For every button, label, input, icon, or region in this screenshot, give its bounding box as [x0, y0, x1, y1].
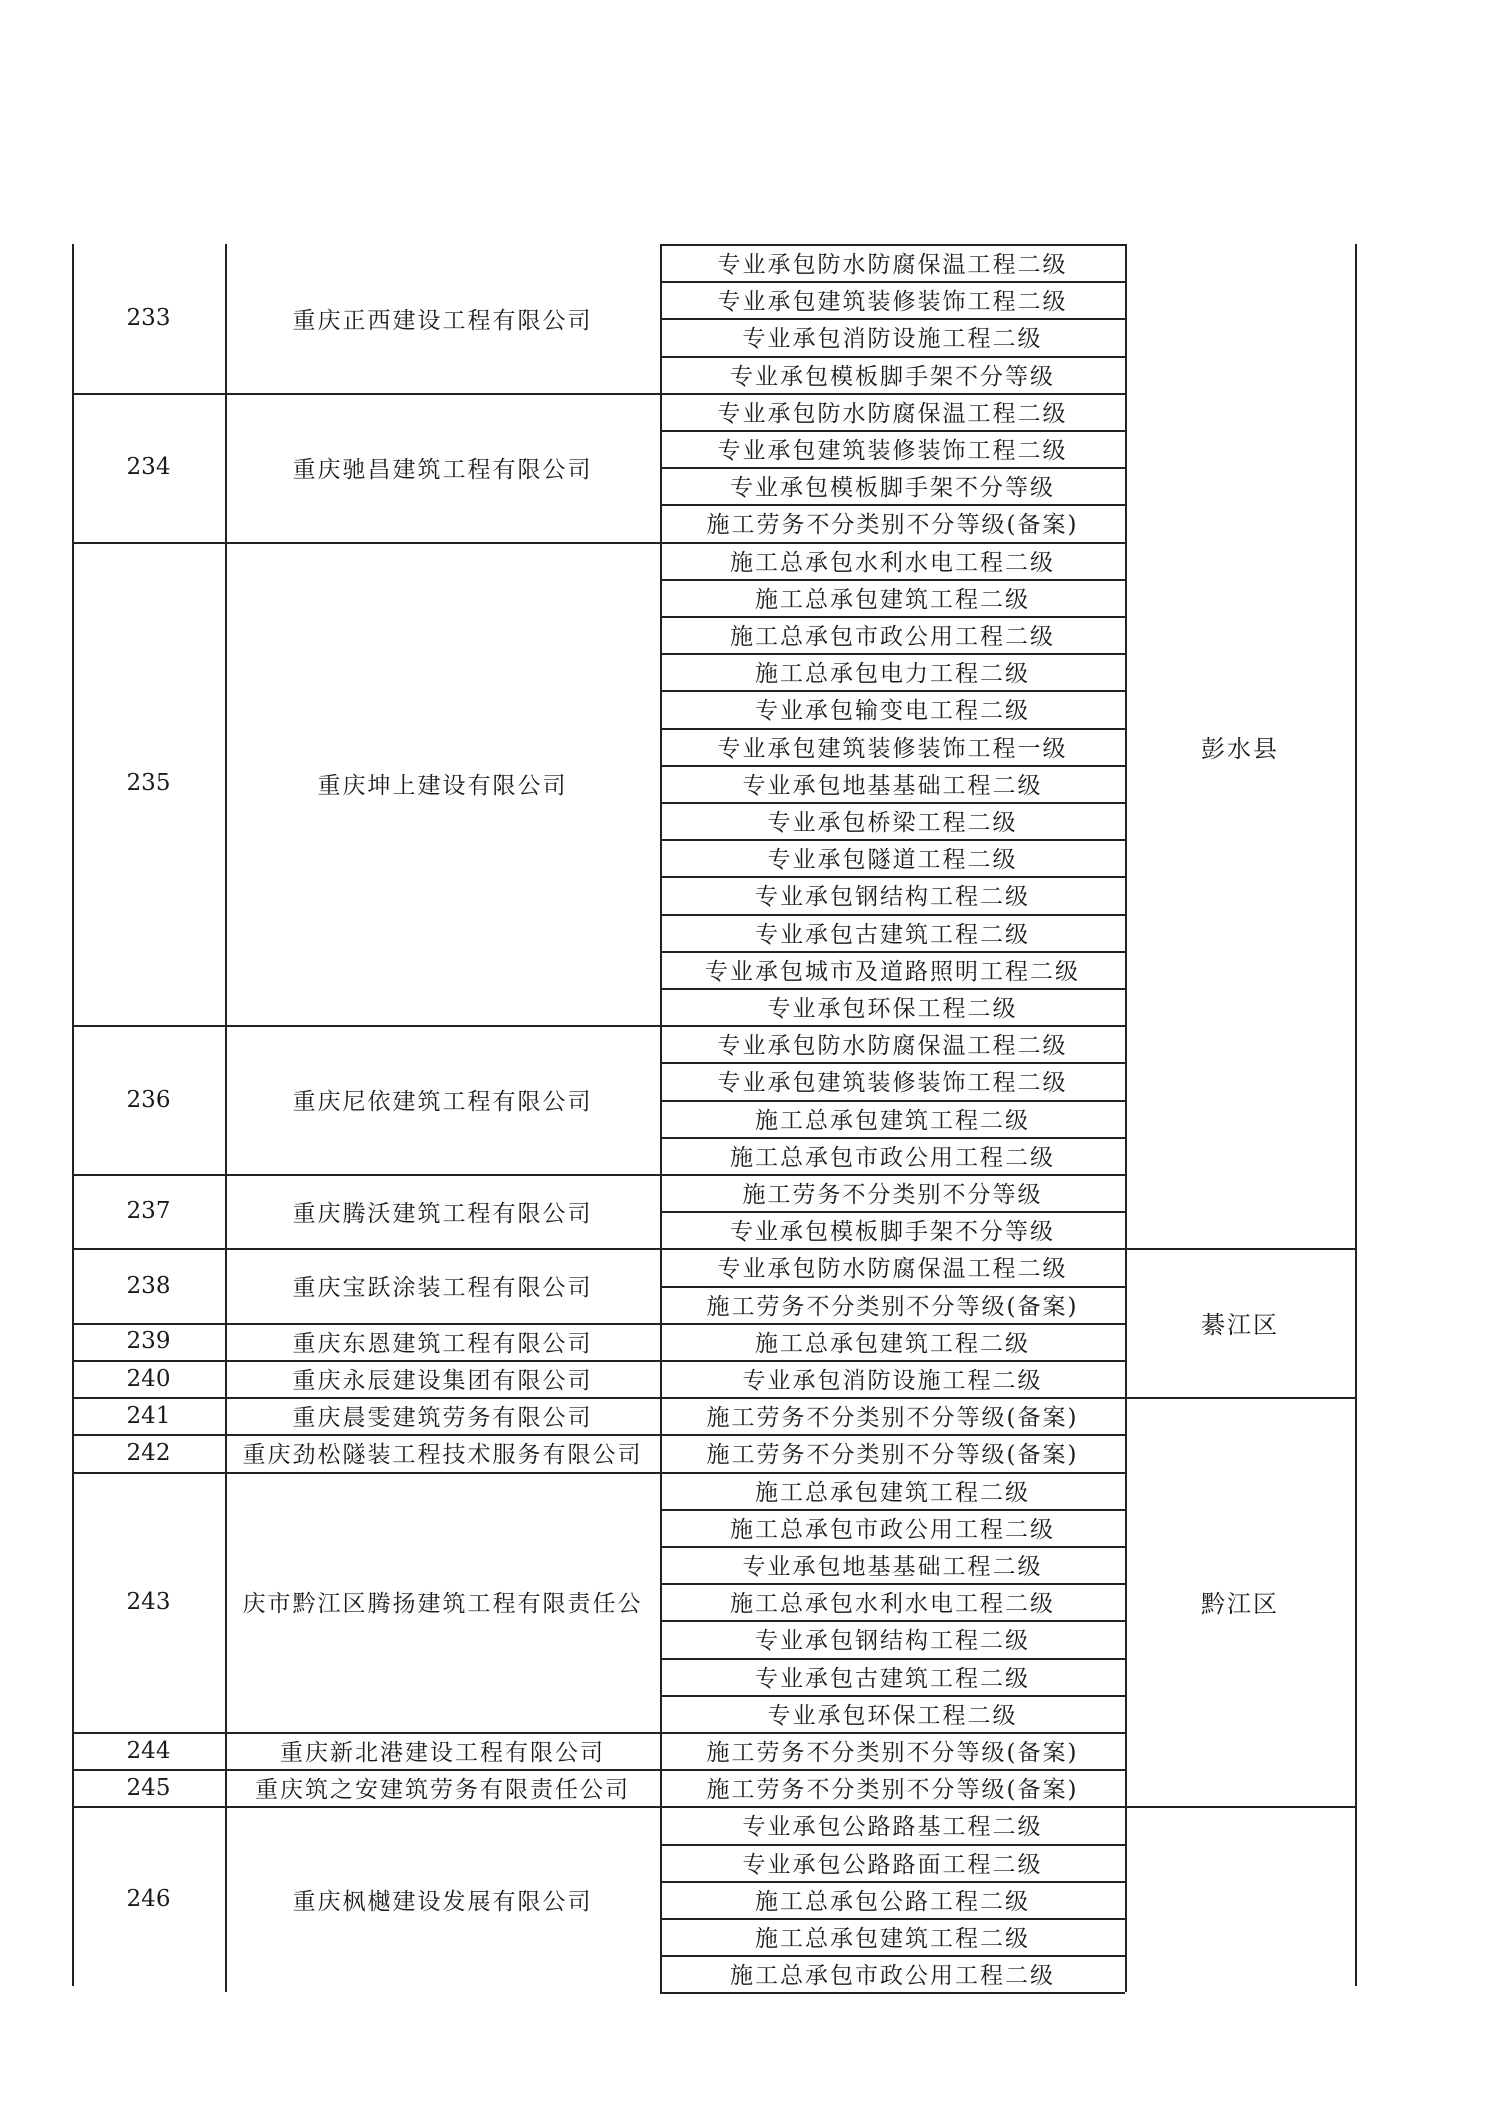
grid-line — [660, 616, 1125, 618]
qualification-item: 专业承包建筑装修装饰工程二级 — [717, 289, 1068, 316]
row-number: 235 — [126, 770, 171, 797]
grid-line — [660, 1509, 1125, 1511]
region-name — [1125, 1806, 1355, 1992]
row-number: 239 — [126, 1328, 171, 1355]
qualification-item: 专业承包古建筑工程二级 — [755, 1665, 1030, 1692]
qualification-item: 专业承包模板脚手架不分等级 — [730, 363, 1055, 390]
qualification-item: 施工劳务不分类别不分等级(备案) — [706, 512, 1079, 539]
row-number: 237 — [126, 1198, 171, 1225]
region-name: 綦江区 — [1201, 1311, 1279, 1340]
row-number: 245 — [126, 1774, 171, 1801]
grid-line — [660, 1955, 1125, 1957]
qualification-item: 施工总承包建筑工程二级 — [755, 1926, 1030, 1953]
qualification-item: 专业承包防水防腐保温工程二级 — [717, 1256, 1068, 1283]
grid-line — [660, 1695, 1125, 1697]
grid-line — [660, 653, 1125, 655]
qualification-item: 专业承包消防设施工程二级 — [742, 1368, 1043, 1395]
grid-line — [660, 356, 1125, 358]
qualification-item: 施工总承包电力工程二级 — [755, 661, 1030, 688]
qualification-item: 专业承包防水防腐保温工程二级 — [717, 252, 1068, 279]
grid-line — [660, 244, 1125, 246]
grid-line — [660, 1881, 1125, 1883]
qualification-item: 专业承包隧道工程二级 — [767, 847, 1018, 874]
grid-line — [72, 393, 1125, 395]
row-number: 238 — [126, 1272, 171, 1299]
region-name: 彭水县 — [1201, 734, 1279, 763]
company-name: 重庆永辰建设集团有限公司 — [292, 1368, 593, 1395]
grid-line — [660, 1583, 1125, 1585]
grid-line — [1355, 244, 1357, 1986]
grid-line — [660, 1546, 1125, 1548]
company-name: 重庆坤上建设有限公司 — [317, 772, 568, 799]
company-name: 重庆晨雯建筑劳务有限公司 — [292, 1405, 593, 1432]
grid-line — [660, 1137, 1125, 1139]
grid-line — [660, 728, 1125, 730]
qualification-item: 专业承包桥梁工程二级 — [767, 810, 1018, 837]
grid-line — [660, 951, 1125, 953]
qualification-item: 施工总承包公路工程二级 — [755, 1888, 1030, 1915]
grid-line — [72, 1323, 1125, 1325]
qualification-item: 专业承包公路路面工程二级 — [742, 1851, 1043, 1878]
row-number: 236 — [126, 1086, 171, 1113]
grid-line — [660, 1100, 1125, 1102]
grid-line — [72, 1769, 1125, 1771]
qualification-item: 专业承包古建筑工程二级 — [755, 921, 1030, 948]
qualification-item: 专业承包钢结构工程二级 — [755, 1628, 1030, 1655]
grid-line — [660, 504, 1125, 506]
grid-line — [72, 1472, 1125, 1474]
company-name: 重庆新北港建设工程有限公司 — [280, 1740, 605, 1767]
grid-line — [660, 579, 1125, 581]
company-name: 重庆筑之安建筑劳务有限责任公司 — [255, 1777, 630, 1804]
region-name: 黔江区 — [1201, 1590, 1279, 1619]
qualification-item: 专业承包建筑装修装饰工程二级 — [717, 1070, 1068, 1097]
company-name: 重庆尼依建筑工程有限公司 — [292, 1089, 593, 1116]
qualification-item: 专业承包城市及道路照明工程二级 — [705, 958, 1080, 985]
company-name: 重庆腾沃建筑工程有限公司 — [292, 1200, 593, 1227]
company-name: 庆市黔江区腾扬建筑工程有限责任公 — [242, 1591, 643, 1618]
qualification-item: 专业承包钢结构工程二级 — [755, 884, 1030, 911]
grid-line — [72, 1025, 1125, 1027]
row-number: 242 — [126, 1439, 171, 1466]
grid-line — [72, 1360, 1125, 1362]
qualification-item: 施工劳务不分类别不分等级(备案) — [706, 1405, 1079, 1432]
qualification-item: 专业承包环保工程二级 — [767, 1702, 1018, 1729]
qualification-item: 专业承包防水防腐保温工程二级 — [717, 400, 1068, 427]
qualification-item: 专业承包输变电工程二级 — [755, 698, 1030, 725]
grid-line — [72, 1806, 1125, 1808]
grid-line — [1125, 1806, 1355, 1808]
grid-line — [1125, 1248, 1355, 1250]
qualification-item: 施工总承包建筑工程二级 — [755, 1479, 1030, 1506]
grid-line — [660, 430, 1125, 432]
qualification-item: 专业承包地基基础工程二级 — [742, 1554, 1043, 1581]
qualification-item: 专业承包消防设施工程二级 — [742, 326, 1043, 353]
grid-line — [660, 1062, 1125, 1064]
qualification-item: 专业承包建筑装修装饰工程二级 — [717, 438, 1068, 465]
qualification-item: 专业承包环保工程二级 — [767, 996, 1018, 1023]
qualification-item: 专业承包建筑装修装饰工程一级 — [717, 735, 1068, 762]
grid-line — [660, 839, 1125, 841]
qualification-item: 施工劳务不分类别不分等级(备案) — [706, 1442, 1079, 1469]
grid-line — [72, 1397, 1125, 1399]
grid-line — [660, 1286, 1125, 1288]
company-name: 重庆枫樾建设发展有限公司 — [292, 1888, 593, 1915]
grid-line — [660, 988, 1125, 990]
qualification-item: 施工劳务不分类别不分等级 — [742, 1182, 1043, 1209]
grid-line — [72, 1434, 1125, 1436]
row-number: 234 — [126, 454, 171, 481]
qualification-item: 施工总承包市政公用工程二级 — [730, 1963, 1055, 1990]
row-number: 240 — [126, 1365, 171, 1392]
row-number: 244 — [126, 1737, 171, 1764]
grid-line — [660, 1658, 1125, 1660]
qualification-item: 施工总承包建筑工程二级 — [755, 586, 1030, 613]
grid-line — [660, 1211, 1125, 1213]
qualification-item: 施工总承包建筑工程二级 — [755, 1107, 1030, 1134]
row-number: 243 — [126, 1588, 171, 1615]
grid-line — [660, 1620, 1125, 1622]
grid-line — [660, 318, 1125, 320]
row-number: 241 — [126, 1402, 171, 1429]
qualification-item: 施工总承包建筑工程二级 — [755, 1330, 1030, 1357]
company-name: 重庆东恩建筑工程有限公司 — [292, 1330, 593, 1357]
grid-line — [660, 1992, 1125, 1994]
qualification-item: 施工劳务不分类别不分等级(备案) — [706, 1777, 1079, 1804]
grid-line — [660, 914, 1125, 916]
qualification-item: 专业承包地基基础工程二级 — [742, 772, 1043, 799]
qualification-item: 施工劳务不分类别不分等级(备案) — [706, 1293, 1079, 1320]
company-name: 重庆驰昌建筑工程有限公司 — [292, 456, 593, 483]
grid-line — [72, 1248, 1125, 1250]
row-number: 246 — [126, 1886, 171, 1913]
qualification-item: 专业承包防水防腐保温工程二级 — [717, 1033, 1068, 1060]
company-name: 重庆正西建设工程有限公司 — [292, 307, 593, 334]
grid-line — [660, 467, 1125, 469]
qualification-item: 施工总承包市政公用工程二级 — [730, 1144, 1055, 1171]
qualification-item: 施工总承包市政公用工程二级 — [730, 624, 1055, 651]
grid-line — [660, 1918, 1125, 1920]
grid-line — [72, 1732, 1125, 1734]
grid-line — [660, 1844, 1125, 1846]
qualification-item: 专业承包模板脚手架不分等级 — [730, 1219, 1055, 1246]
grid-line — [660, 802, 1125, 804]
qualification-item: 专业承包模板脚手架不分等级 — [730, 475, 1055, 502]
grid-line — [1125, 1397, 1355, 1399]
qualification-item: 施工总承包水利水电工程二级 — [730, 1591, 1055, 1618]
qualification-item: 施工总承包水利水电工程二级 — [730, 549, 1055, 576]
grid-line — [660, 690, 1125, 692]
grid-line — [660, 765, 1125, 767]
company-name: 重庆宝跃涂装工程有限公司 — [292, 1275, 593, 1302]
grid-line — [660, 876, 1125, 878]
qualification-item: 施工劳务不分类别不分等级(备案) — [706, 1740, 1079, 1767]
qualification-item: 施工总承包市政公用工程二级 — [730, 1516, 1055, 1543]
row-number: 233 — [126, 305, 171, 332]
grid-line — [72, 1174, 1125, 1176]
company-name: 重庆劲松隧装工程技术服务有限公司 — [242, 1442, 643, 1469]
qualification-item: 专业承包公路路基工程二级 — [742, 1814, 1043, 1841]
grid-line — [72, 542, 1125, 544]
grid-line — [660, 281, 1125, 283]
